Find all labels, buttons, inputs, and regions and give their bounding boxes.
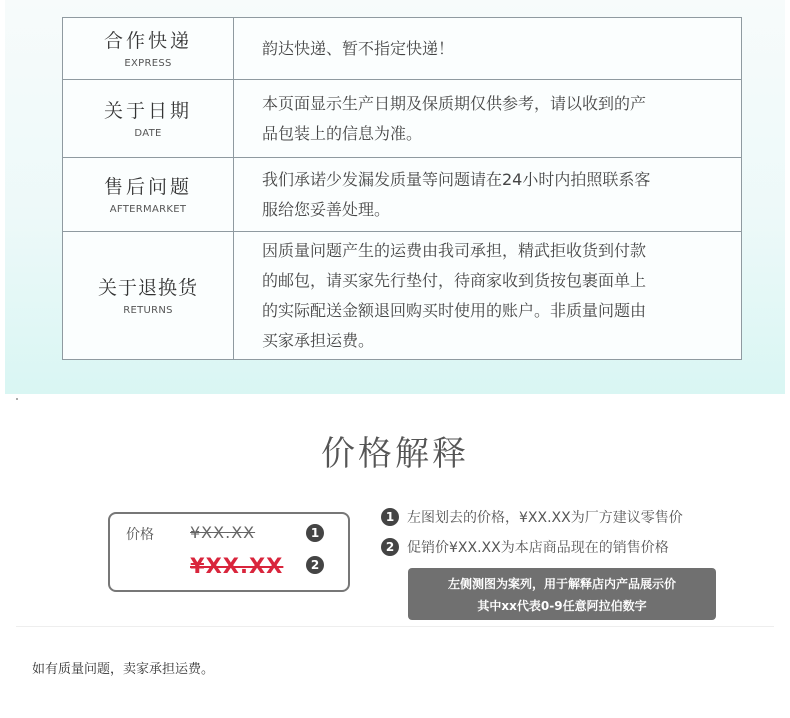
policy-title-cn: 售后问题: [103, 175, 192, 198]
policy-text-line: 因质量问题产生的运费由我司承担，精武拒收货到付款: [262, 240, 647, 260]
price-note-box: [408, 568, 716, 620]
marker-1-icon: 1: [306, 524, 324, 542]
marker-2-icon: 2: [306, 556, 324, 574]
policy-title-en: AFTERMARKET: [109, 203, 187, 215]
note-line: 左侧测图为案列，用于解释店内产品展示价: [447, 577, 676, 591]
divider-dot: [16, 398, 18, 400]
section-divider: [16, 626, 774, 627]
policy-row-content: [234, 158, 742, 232]
footer-note: 如有质量问题，卖家承担运费。: [32, 662, 215, 677]
policy-text-line: 服给您妥善处理。: [262, 199, 391, 219]
policy-row-header: [63, 18, 234, 80]
explanation-text: 促销价¥XX.XX为本店商品现在的销售价格: [407, 540, 669, 556]
policy-text-line: 买家承担运费。: [262, 330, 375, 350]
policy-text-line: 我们承诺少发漏发质量等问题请在24小时内拍照联系客: [262, 169, 651, 189]
price-label: 价格: [126, 527, 154, 543]
policy-row-returns: [63, 232, 742, 360]
policy-title-en: DATE: [134, 127, 162, 139]
policy-title-cn: 关于日期: [103, 99, 192, 122]
policy-row-express: [63, 18, 742, 80]
shop-policy-panel: [5, 0, 785, 394]
policy-row-header: [63, 232, 234, 360]
sale-price: ¥XX.XX: [190, 554, 284, 578]
policy-text-line: 韵达快递、暂不指定快递！: [262, 38, 455, 58]
policy-text-line: 品包装上的信息为准。: [262, 123, 423, 143]
policy-row-date: [63, 80, 742, 158]
policy-row-header: [63, 80, 234, 158]
price-explanation-2: [381, 537, 669, 557]
policy-row-content: [234, 80, 742, 158]
policy-row-header: [63, 158, 234, 232]
number-1-icon: 1: [381, 508, 399, 526]
policy-title-cn: 关于退换货: [97, 276, 198, 299]
number-2-icon: 2: [381, 538, 399, 556]
policy-row-aftermarket: [63, 158, 742, 232]
policy-title-cn: 合作快递: [103, 29, 192, 52]
policy-title-en: EXPRESS: [124, 57, 172, 69]
shop-policy-table: [62, 17, 742, 360]
note-line: 其中xx代表0-9任意阿拉伯数字: [477, 599, 647, 613]
policy-row-content: [234, 18, 742, 80]
price-explanation-title: 价格解释: [321, 434, 469, 474]
policy-text-line: 的邮包，请买家先行垫付，待商家收到货按包裹面单上: [262, 270, 647, 290]
policy-title-en: RETURNS: [123, 304, 173, 316]
original-price-strikethrough: ¥XX.XX: [190, 523, 256, 542]
explanation-text: 左图划去的价格，¥XX.XX为厂方建议零售价: [407, 510, 683, 526]
policy-row-content: [234, 232, 742, 360]
price-example-box: [108, 512, 350, 592]
policy-text-line: 本页面显示生产日期及保质期仅供参考，请以收到的产: [262, 93, 647, 113]
policy-text-line: 的实际配送金额退回购买时使用的账户。非质量问题由: [262, 300, 647, 320]
price-explanation-1: [381, 507, 683, 527]
